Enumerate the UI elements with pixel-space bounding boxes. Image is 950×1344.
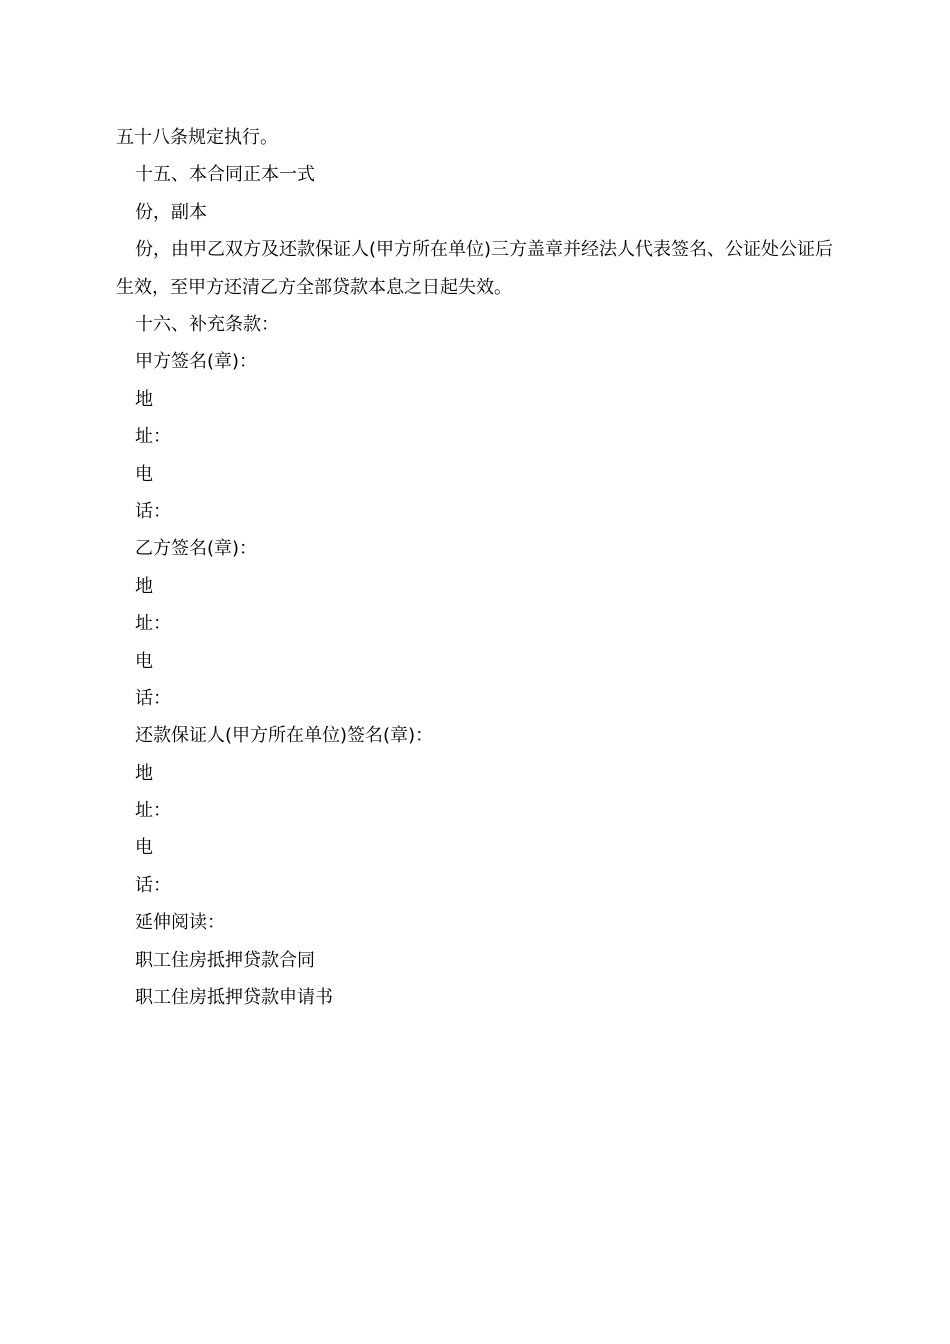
extended-reading-item-application: 职工住房抵押贷款申请书 bbox=[135, 987, 333, 1009]
party-b-address-char2: 址： bbox=[135, 613, 171, 635]
copies-line: 份，副本 bbox=[135, 201, 207, 223]
party-a-phone-char2: 话： bbox=[135, 500, 171, 522]
extended-reading-heading: 延伸阅读： bbox=[135, 912, 225, 934]
document-body bbox=[116, 119, 840, 1016]
clause-16-heading: 十六、补充条款： bbox=[135, 313, 279, 335]
guarantor-address-char2: 址： bbox=[135, 800, 171, 822]
guarantor-phone-char1: 电 bbox=[135, 837, 153, 859]
party-b-phone-char2: 话： bbox=[135, 687, 171, 709]
party-b-signature: 乙方签名(章)： bbox=[135, 538, 258, 560]
party-a-phone-char1: 电 bbox=[135, 463, 153, 485]
guarantor-phone-char2: 话： bbox=[135, 874, 171, 896]
party-a-address-char1: 地 bbox=[135, 388, 153, 410]
party-a-signature: 甲方签名(章)： bbox=[135, 351, 258, 373]
guarantor-signature: 还款保证人(甲方所在单位)签名(章)： bbox=[135, 725, 434, 747]
party-b-address-char1: 地 bbox=[135, 575, 153, 597]
party-b-phone-char1: 电 bbox=[135, 650, 153, 672]
guarantor-address-char1: 地 bbox=[135, 762, 153, 784]
text-line-article-58: 五十八条规定执行。 bbox=[116, 127, 278, 148]
clause-15-heading: 十五、本合同正本一式 bbox=[135, 164, 315, 186]
party-a-address-char2: 址： bbox=[135, 426, 171, 448]
validity-paragraph: 份，由甲乙双方及还款保证人(甲方所在单位)三方盖章并经法人代表签名、公证处公证后生效，至甲方还清乙方全部贷款本息之日起失效。 bbox=[116, 239, 834, 298]
extended-reading-item-contract: 职工住房抵押贷款合同 bbox=[135, 949, 315, 971]
